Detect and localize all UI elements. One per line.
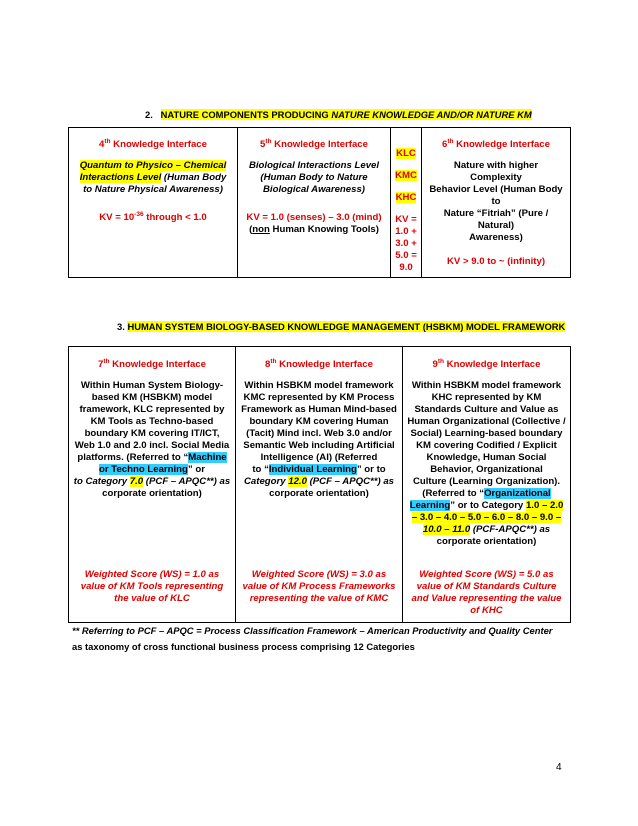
weighted-score-kmc: Weighted Score (WS) = 3.0 as value of KM Process Frameworks representing the value of KMC: [242, 569, 396, 604]
eighth-knowledge-interface-cell: 8th Knowledge Interface Within HSBKM model framework KMC represented by KM Process Framework as Human Mind-based boundary KM covering Human (Tacit) Mind incl. Web 3.0 and/or Semantic Web including Artificial Intelligence (AI) (Referred to “Individual Learning” or to Category 12.0 (PCF – APQC**) as corporate orientation): [236, 359, 402, 500]
section-3-title-text: HUMAN SYSTEM BIOLOGY-BASED KNOWLEDGE MANAGEMENT (HSBKM) MODEL FRAMEWORK: [127, 321, 566, 332]
footnote-line-2: as taxonomy of cross functional business process comprising 12 Categories: [72, 641, 415, 652]
section-2-number: 2.: [145, 109, 153, 120]
sixth-knowledge-interface-cell: 6th Knowledge Interface Nature with higher Complexity Behavior Level (Human Body to Nature “Fitriah” (Pure / Natural) Awareness) KV > 9.0 to ~ (infinity): [422, 139, 570, 268]
khc-label: KHC: [395, 192, 417, 203]
section-2-title-text: NATURE COMPONENTS PRODUCING NATURE KNOWLEDGE AND/OR NATURE KM: [160, 109, 532, 120]
footnote-line-1: ** Referring to PCF – APQC = Process Classification Framework – American Productivity and Quality Center: [72, 625, 553, 636]
kmc-label: KMC: [395, 170, 417, 181]
weighted-score-khc: Weighted Score (WS) = 5.0 as value of KM Standards Culture and Value representing the value of KHC: [411, 569, 562, 616]
cell-heading: 6th Knowledge Interface: [442, 138, 550, 150]
fourth-knowledge-interface-cell: 4th Knowledge Interface Quantum to Physico – Chemical Interactions Level (Human Body to Nature Physical Awareness) KV = $10^{-36}$ through < 1.0: [69, 139, 237, 224]
section-3-number: 3.: [117, 321, 125, 332]
ninth-knowledge-interface-cell: 9th Knowledge Interface Within HSBKM model framework KHC represented by KM Standards Culture and Value as Human Organizational (Collective / Social) Learning-based boundary KM covering Codified / Explicit Knowledge, Human Social Behavior, Organizational Culture (Learning Organization). (Referred to “Organizational Learning” or to Category 1.0 – 2.0 – 3.0 – 4.0 – 5.0 – 6.0 – 8.0 – 9.0 – 10.0 – 11.0 (PCF-APQC**) as corporate orientation): [403, 359, 570, 548]
kv-sum-cell: KLC KMC KHC KV = 1.0 + 3.0 + 5.0 = 9.0: [395, 148, 417, 273]
seventh-knowledge-interface-cell: 7th Knowledge Interface Within Human System Biology- based KM (HSBKM) model framework, KLC represented by KM Tools as Techno-based boundary KM covering IT/ICT, Web 1.0 and 2.0 incl. Social Media platforms. (Referred to “Machine or Techno Learning” or to Category 7.0 (PCF – APQC**) as corporate orientation): [69, 359, 235, 500]
fifth-knowledge-interface-cell: 5th Knowledge Interface Biological Interactions Level (Human Body to Nature Biological Awareness) KV = 1.0 (senses) – 3.0 (mind) (non Human Knowing Tools): [238, 139, 390, 236]
klc-label: KLC: [396, 148, 416, 159]
weighted-score-klc: Weighted Score (WS) = 1.0 as value of KM Tools representing the value of KLC: [80, 569, 224, 604]
kv-value: KV = 1.0 (senses) – 3.0 (mind): [246, 212, 382, 223]
cell-heading: 8th Knowledge Interface: [265, 358, 373, 370]
section-3-title: [117, 321, 565, 333]
tools-note: (non Human Knowing Tools): [249, 224, 379, 235]
page-number: 4: [556, 762, 562, 773]
kv-value: KV > 9.0 to ~ (infinity): [446, 256, 546, 267]
cell-heading: 4th Knowledge Interface: [99, 138, 207, 150]
cell-heading: 9th Knowledge Interface: [432, 358, 541, 370]
kv-value: KV = $10^{-36}$ through < 1.0: [99, 211, 207, 223]
cell-heading: 7th Knowledge Interface: [98, 358, 206, 370]
cell-heading: 5th Knowledge Interface: [260, 138, 368, 150]
section-2-title: [145, 109, 532, 121]
